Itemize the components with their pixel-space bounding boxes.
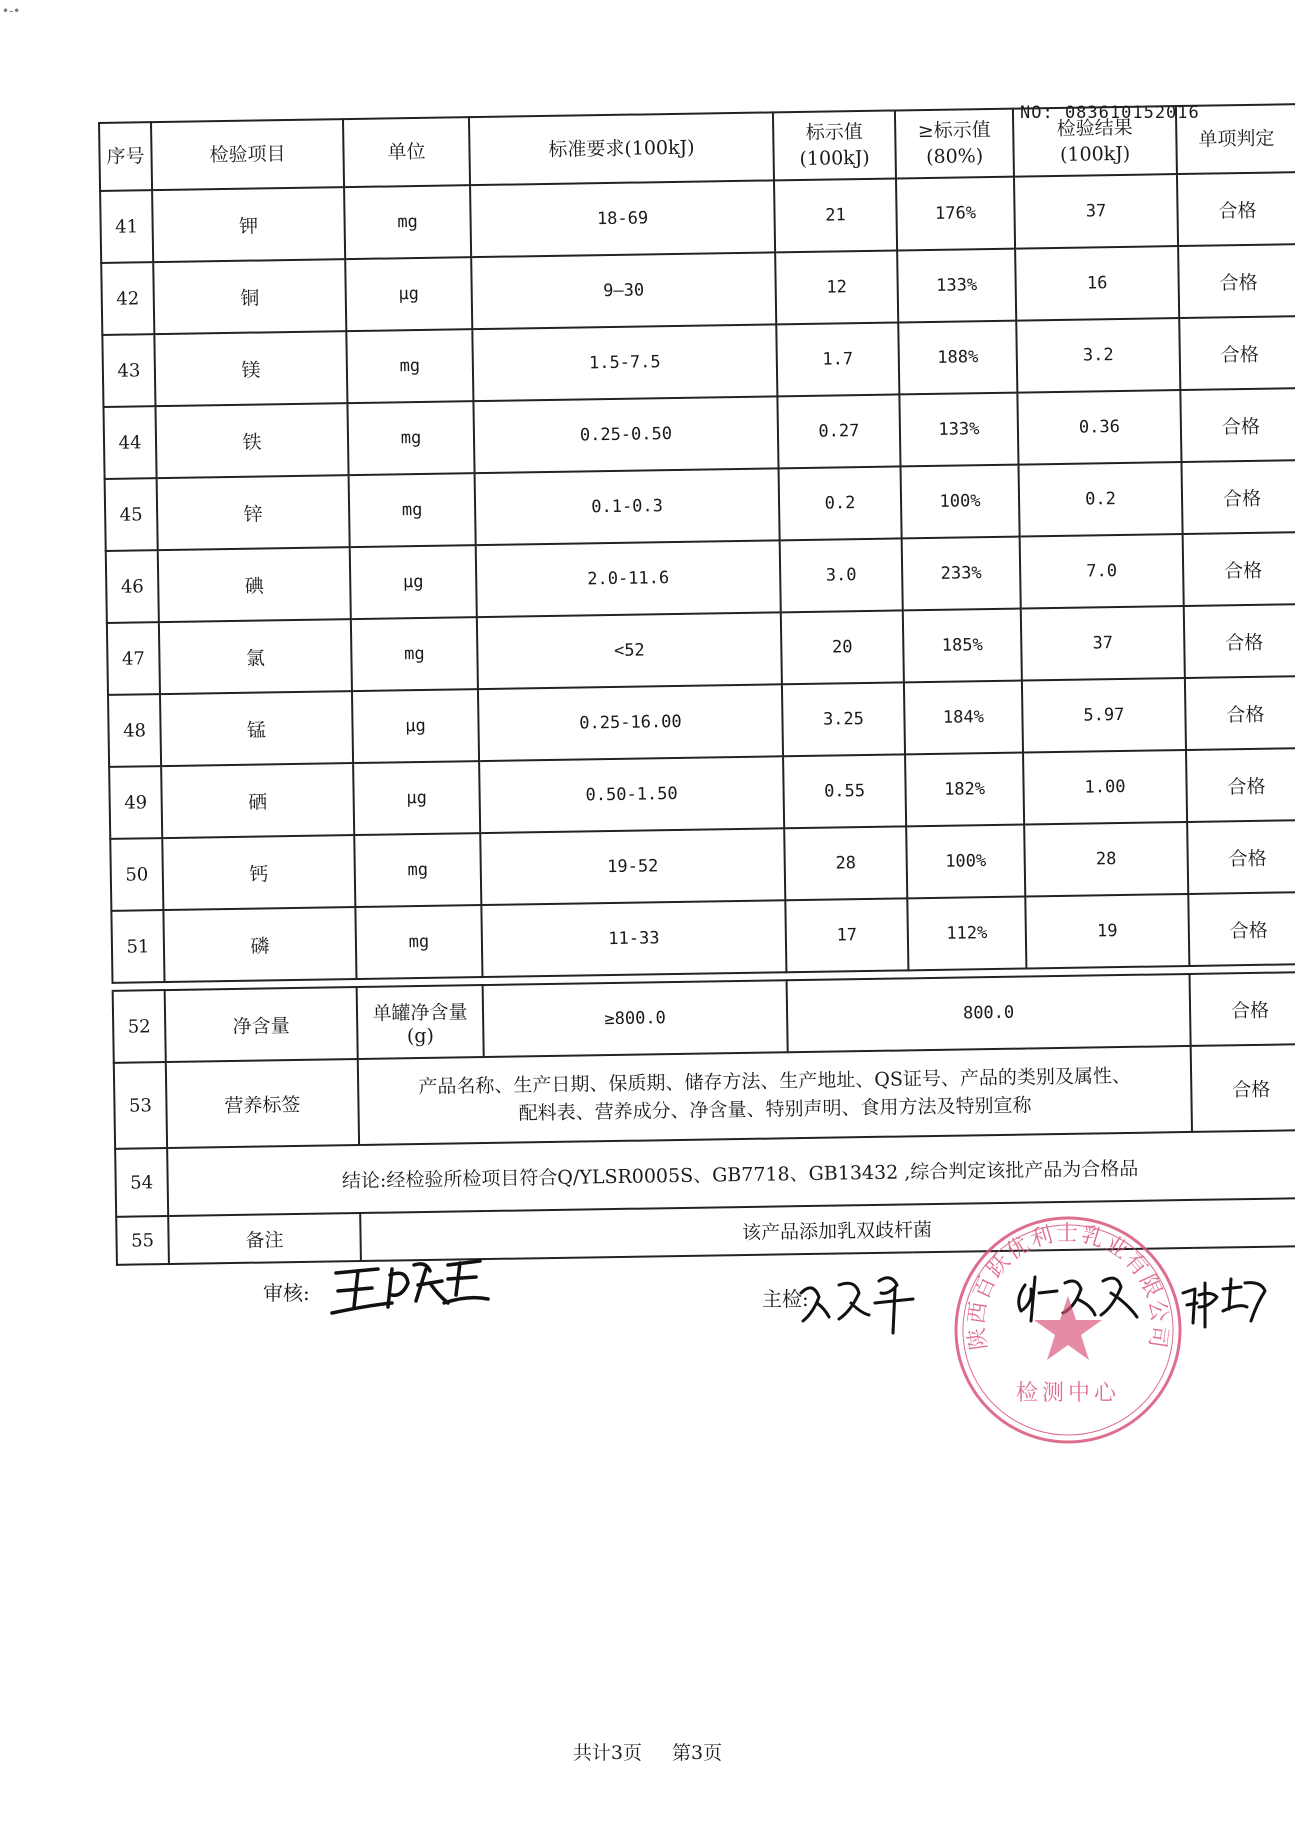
row-item: 锌	[157, 475, 350, 550]
row-result: 3.2	[1016, 318, 1180, 393]
row-unit: μg	[345, 257, 472, 331]
header-judgement: 单项判定	[1176, 104, 1295, 174]
row-label-value: 28	[784, 826, 907, 900]
row-judgement: 合格	[1187, 820, 1295, 894]
header-index: 序号	[99, 122, 152, 191]
row-item: 氯	[159, 619, 352, 694]
header-label-value-line1: 标示值	[805, 120, 863, 144]
reviewer-signature	[330, 1255, 490, 1325]
row-judgement: 合格	[1177, 172, 1295, 246]
row54-conclusion: 结论:经检验所检项目符合Q/YLSR0005S、GB7718、GB13432 ,综合判定该批产品为合格品	[167, 1130, 1295, 1216]
inspector-label: 主检:	[762, 1287, 809, 1311]
row-percent: 184%	[904, 681, 1023, 755]
row-result: 0.36	[1017, 390, 1181, 465]
row-item: 铜	[153, 259, 346, 334]
row-result: 37	[1014, 174, 1178, 249]
row53-text-line2: 配料表、营养成分、净含量、特别声明、食用方法及特别宣称	[518, 1094, 1032, 1125]
row-label-value: 3.25	[782, 682, 905, 756]
seal-outer-text: 陕西百跃优利士乳业有限公司	[964, 1221, 1172, 1352]
row-index: 43	[102, 334, 155, 407]
row-standard: 1.5-7.5	[472, 324, 777, 401]
row53-text-line1: 产品名称、生产日期、保质期、储存方法、生产地址、QS证号、产品的类别及属性、	[418, 1064, 1132, 1099]
row53-judgement: 合格	[1191, 1044, 1295, 1132]
row-percent: 112%	[907, 897, 1026, 971]
row-judgement: 合格	[1188, 892, 1295, 966]
footer-current-page: 第3页	[672, 1742, 723, 1764]
row-index: 47	[107, 622, 160, 695]
row-result: 7.0	[1020, 534, 1184, 609]
header-result	[1013, 106, 1177, 177]
row-judgement: 合格	[1183, 532, 1295, 606]
header-percent	[895, 109, 1014, 179]
row52-standard: ≥800.0	[483, 980, 788, 1057]
row-unit: mg	[349, 473, 476, 547]
row52-unit	[357, 985, 484, 1059]
row-standard: 9—30	[471, 252, 776, 329]
row-result: 1.00	[1023, 750, 1187, 825]
row-label-value: 0.55	[783, 754, 906, 828]
row-index: 46	[106, 550, 159, 623]
row-standard: 0.25-0.50	[473, 396, 778, 473]
row-item: 钾	[152, 187, 345, 262]
row-percent: 188%	[898, 321, 1017, 395]
footer-total-pages: 共计3页	[572, 1742, 642, 1764]
row-judgement: 合格	[1180, 388, 1295, 462]
row-result: 28	[1024, 822, 1188, 897]
header-standard: 标准要求(100kJ)	[469, 112, 774, 185]
row-standard: 2.0-11.6	[476, 540, 781, 617]
row-item: 镁	[154, 331, 347, 406]
row-unit: mg	[346, 329, 473, 403]
row-unit: μg	[350, 545, 477, 619]
row-label-value: 20	[781, 610, 904, 684]
row-result: 0.2	[1018, 462, 1182, 537]
row-standard: 0.50-1.50	[479, 756, 784, 833]
row-percent: 133%	[899, 393, 1018, 467]
row55-item: 备注	[168, 1213, 361, 1264]
row-percent: 233%	[902, 537, 1021, 611]
row53-index: 53	[114, 1062, 167, 1149]
row-result: 16	[1015, 246, 1179, 321]
row-unit: μg	[352, 689, 479, 763]
row-label-value: 0.27	[777, 394, 900, 468]
row-item: 铁	[155, 403, 348, 478]
row-unit: mg	[347, 401, 474, 475]
corner-scan-mark: •-•	[2, 4, 21, 18]
row-item: 硒	[161, 763, 354, 838]
row-result: 19	[1025, 894, 1189, 969]
row-result: 5.97	[1022, 678, 1186, 753]
row-percent: 100%	[906, 825, 1025, 899]
row-index: 51	[111, 910, 164, 983]
header-label-value-line2: (100kJ)	[799, 146, 870, 170]
row-label-value: 1.7	[776, 322, 899, 396]
row-percent: 176%	[896, 177, 1015, 251]
row52-unit-line1: 单罐净含量	[372, 1000, 468, 1025]
row-standard: 19-52	[480, 828, 785, 905]
row-unit: mg	[354, 833, 481, 907]
report-number: NO: 083610152016	[1020, 103, 1200, 123]
reviewer-label: 审核:	[263, 1281, 310, 1305]
header-result-line2: (100kJ)	[1059, 142, 1131, 166]
row52-result: 800.0	[787, 974, 1191, 1052]
row-judgement: 合格	[1179, 316, 1295, 390]
row-label-value: 12	[775, 250, 898, 324]
row-judgement: 合格	[1186, 748, 1295, 822]
row-standard: 0.1-0.3	[475, 468, 780, 545]
row-standard: <52	[477, 612, 782, 689]
row-judgement: 合格	[1185, 676, 1295, 750]
row-result: 37	[1021, 606, 1185, 681]
row-item: 磷	[163, 907, 356, 982]
row-index: 42	[101, 262, 154, 335]
row-standard: 0.25-16.00	[478, 684, 783, 761]
seal-inner-text: 检测中心	[1015, 1381, 1121, 1406]
row-item: 钙	[162, 835, 355, 910]
row55-note: 该产品添加乳双歧杆菌	[360, 1198, 1295, 1261]
row52-judgement: 合格	[1190, 972, 1295, 1046]
row52-item: 净含量	[165, 987, 358, 1062]
row55-index: 55	[116, 1216, 169, 1265]
row-index: 44	[103, 406, 156, 479]
row-percent: 133%	[897, 249, 1016, 323]
row-label-value: 3.0	[780, 538, 903, 612]
row-index: 45	[105, 478, 158, 551]
page-footer	[0, 1738, 1295, 1765]
row-judgement: 合格	[1184, 604, 1295, 678]
row53-content	[358, 1046, 1192, 1145]
row-label-value: 0.2	[779, 466, 902, 540]
row-index: 48	[108, 694, 161, 767]
row-judgement: 合格	[1181, 460, 1295, 534]
row-unit: μg	[353, 761, 480, 835]
row-unit: mg	[355, 905, 482, 979]
row-index: 41	[100, 190, 153, 263]
row-judgement: 合格	[1178, 244, 1295, 318]
company-seal	[948, 1210, 1188, 1450]
row-index: 49	[109, 766, 162, 839]
inspection-table	[98, 103, 1295, 1266]
row53-item: 营养标签	[166, 1059, 359, 1148]
row54-index: 54	[115, 1148, 168, 1217]
header-label-value	[773, 110, 896, 180]
row-unit: mg	[351, 617, 478, 691]
header-unit: 单位	[343, 117, 470, 187]
row-standard: 18-69	[470, 180, 775, 257]
inspection-table-sheet	[98, 103, 1295, 1266]
row-item: 碘	[158, 547, 351, 622]
header-result-line1: 检验结果	[1056, 116, 1133, 140]
row-label-value: 17	[785, 898, 908, 972]
row-item: 锰	[160, 691, 353, 766]
row52-index: 52	[113, 990, 166, 1063]
row-standard: 11-33	[481, 900, 786, 977]
item-rows	[100, 172, 1295, 983]
row-index: 50	[110, 838, 163, 911]
header-percent-line2: (80%)	[925, 145, 984, 168]
header-item: 检验项目	[151, 119, 344, 190]
row-unit: mg	[344, 185, 471, 259]
row-label-value: 21	[774, 178, 897, 252]
row-percent: 185%	[903, 609, 1022, 683]
row52-unit-line2: (g)	[406, 1024, 435, 1047]
row-percent: 100%	[901, 465, 1020, 539]
header-percent-line1: ≥标示值	[917, 118, 991, 143]
row-percent: 182%	[905, 753, 1024, 827]
